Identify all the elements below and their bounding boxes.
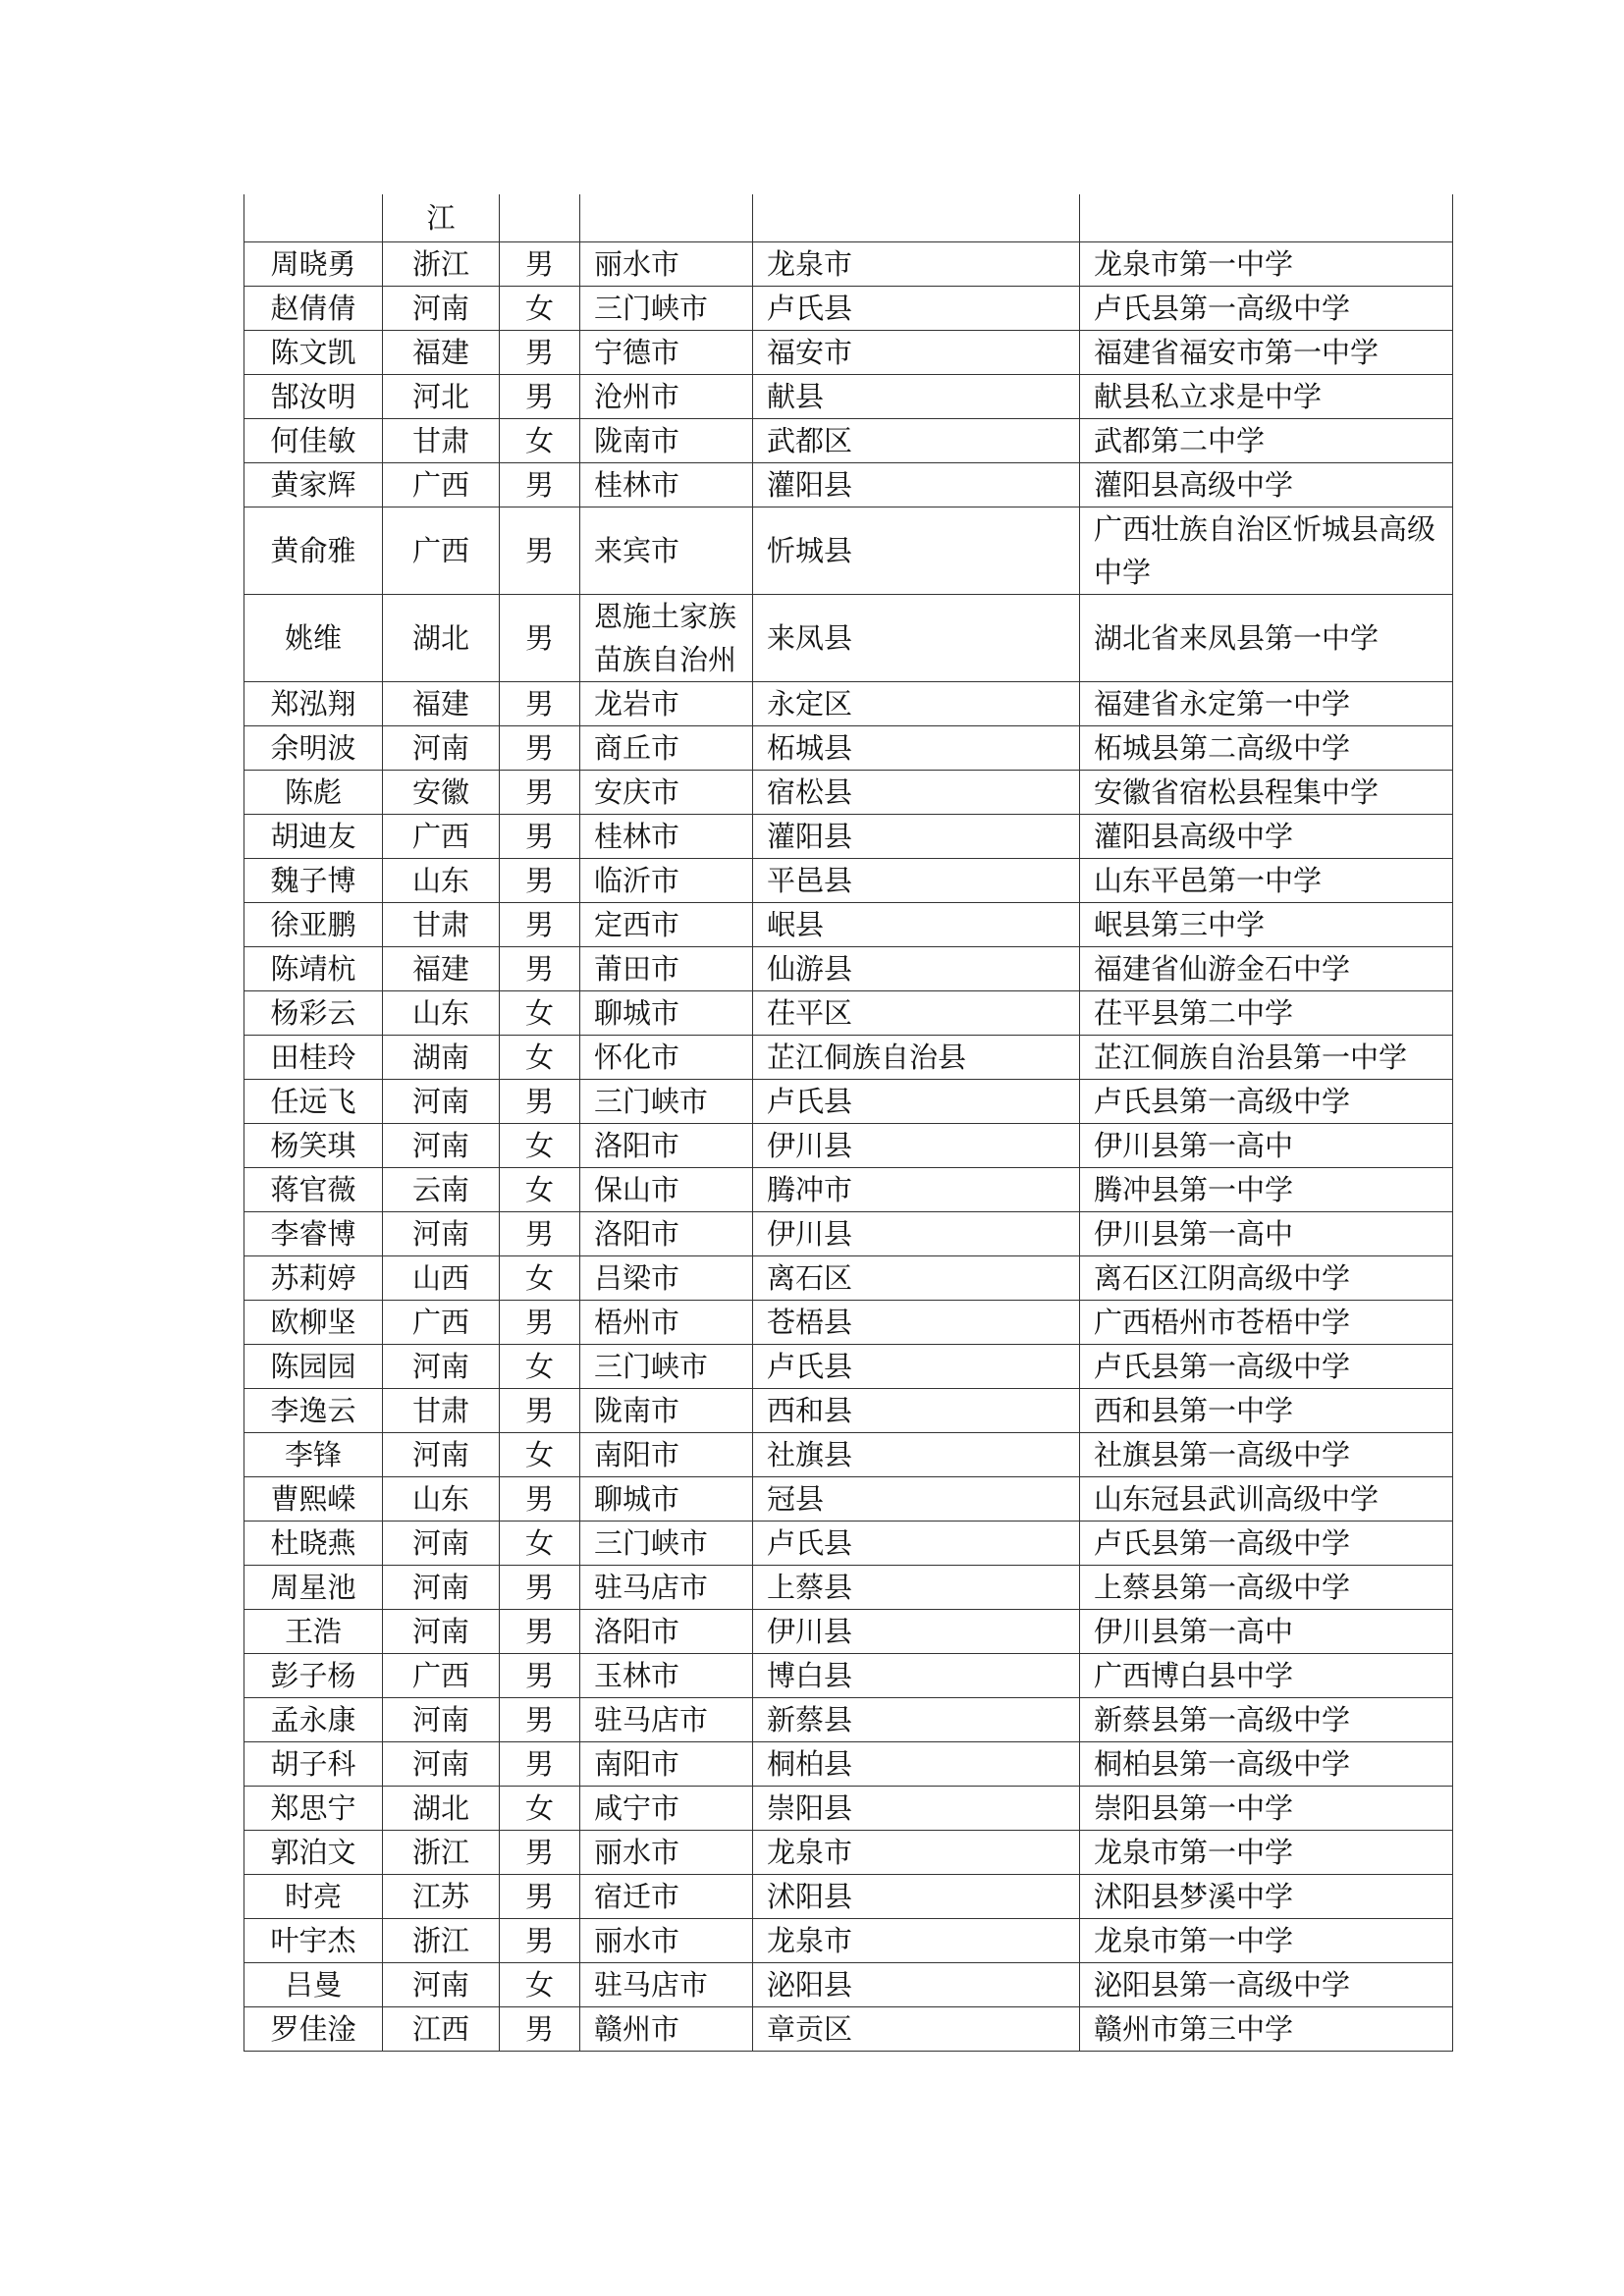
name-cell: 杜晓燕 bbox=[244, 1522, 383, 1566]
county-cell: 腾冲市 bbox=[753, 1168, 1080, 1212]
table-row bbox=[244, 1124, 1453, 1168]
name-cell: 赵倩倩 bbox=[244, 287, 383, 331]
province-cell: 甘肃 bbox=[383, 419, 500, 463]
city-cell: 宁德市 bbox=[580, 331, 753, 375]
gender-cell: 男 bbox=[500, 507, 580, 595]
county-cell: 宿松县 bbox=[753, 771, 1080, 815]
city-cell: 陇南市 bbox=[580, 419, 753, 463]
gender-cell: 女 bbox=[500, 419, 580, 463]
city-cell: 玉林市 bbox=[580, 1654, 753, 1698]
city-cell: 桂林市 bbox=[580, 815, 753, 859]
county-cell: 岷县 bbox=[753, 903, 1080, 947]
school-cell: 崇阳县第一中学 bbox=[1080, 1787, 1453, 1831]
province-cell: 河南 bbox=[383, 1124, 500, 1168]
province-cell: 广西 bbox=[383, 463, 500, 507]
school-cell: 安徽省宿松县程集中学 bbox=[1080, 771, 1453, 815]
school-cell: 卢氏县第一高级中学 bbox=[1080, 1522, 1453, 1566]
city-cell: 桂林市 bbox=[580, 463, 753, 507]
gender-cell: 男 bbox=[500, 331, 580, 375]
gender-cell: 女 bbox=[500, 1787, 580, 1831]
school-cell: 龙泉市第一中学 bbox=[1080, 242, 1453, 287]
name-cell: 蒋官薇 bbox=[244, 1168, 383, 1212]
name-cell: 陈彪 bbox=[244, 771, 383, 815]
gender-cell: 男 bbox=[500, 1654, 580, 1698]
table-row bbox=[244, 859, 1453, 903]
county-cell: 卢氏县 bbox=[753, 1080, 1080, 1124]
school-cell: 离石区江阴高级中学 bbox=[1080, 1256, 1453, 1301]
roster-body bbox=[244, 194, 1453, 2052]
gender-cell: 男 bbox=[500, 859, 580, 903]
table-row bbox=[244, 1301, 1453, 1345]
school-cell: 龙泉市第一中学 bbox=[1080, 1919, 1453, 1963]
province-cell: 山西 bbox=[383, 1256, 500, 1301]
county-cell: 灌阳县 bbox=[753, 463, 1080, 507]
table-row bbox=[244, 1654, 1453, 1698]
gender-cell: 男 bbox=[500, 771, 580, 815]
gender-cell: 男 bbox=[500, 947, 580, 991]
gender-cell: 男 bbox=[500, 1875, 580, 1919]
table-row bbox=[244, 1919, 1453, 1963]
name-cell bbox=[244, 194, 383, 242]
table-row bbox=[244, 947, 1453, 991]
name-cell: 李睿博 bbox=[244, 1212, 383, 1256]
table-row bbox=[244, 1698, 1453, 1742]
county-cell: 新蔡县 bbox=[753, 1698, 1080, 1742]
school-cell: 灌阳县高级中学 bbox=[1080, 815, 1453, 859]
province-cell: 江西 bbox=[383, 2007, 500, 2052]
province-cell: 福建 bbox=[383, 947, 500, 991]
county-cell: 来凤县 bbox=[753, 595, 1080, 682]
city-cell: 宿迁市 bbox=[580, 1875, 753, 1919]
name-cell: 王浩 bbox=[244, 1610, 383, 1654]
name-cell: 周星池 bbox=[244, 1566, 383, 1610]
name-cell: 黄家辉 bbox=[244, 463, 383, 507]
school-cell: 卢氏县第一高级中学 bbox=[1080, 1345, 1453, 1389]
table-row bbox=[244, 726, 1453, 771]
gender-cell: 女 bbox=[500, 1124, 580, 1168]
gender-cell: 男 bbox=[500, 242, 580, 287]
gender-cell: 男 bbox=[500, 1212, 580, 1256]
province-cell: 江 bbox=[383, 194, 500, 242]
school-cell: 福建省永定第一中学 bbox=[1080, 682, 1453, 726]
city-cell: 南阳市 bbox=[580, 1433, 753, 1477]
gender-cell: 男 bbox=[500, 463, 580, 507]
school-cell: 桐柏县第一高级中学 bbox=[1080, 1742, 1453, 1787]
name-cell: 彭子杨 bbox=[244, 1654, 383, 1698]
province-cell: 河南 bbox=[383, 1345, 500, 1389]
province-cell: 河南 bbox=[383, 1212, 500, 1256]
province-cell: 河南 bbox=[383, 1080, 500, 1124]
county-cell: 崇阳县 bbox=[753, 1787, 1080, 1831]
city-cell: 梧州市 bbox=[580, 1301, 753, 1345]
province-cell: 山东 bbox=[383, 1477, 500, 1522]
table-row bbox=[244, 1433, 1453, 1477]
name-cell: 郑泓翔 bbox=[244, 682, 383, 726]
county-cell: 卢氏县 bbox=[753, 1522, 1080, 1566]
province-cell: 河北 bbox=[383, 375, 500, 419]
city-cell: 怀化市 bbox=[580, 1036, 753, 1080]
province-cell: 云南 bbox=[383, 1168, 500, 1212]
county-cell: 章贡区 bbox=[753, 2007, 1080, 2052]
name-cell: 李逸云 bbox=[244, 1389, 383, 1433]
gender-cell: 女 bbox=[500, 1433, 580, 1477]
province-cell: 湖北 bbox=[383, 1787, 500, 1831]
school-cell: 龙泉市第一中学 bbox=[1080, 1831, 1453, 1875]
gender-cell: 男 bbox=[500, 1610, 580, 1654]
city-cell: 定西市 bbox=[580, 903, 753, 947]
school-cell bbox=[1080, 194, 1453, 242]
table-row bbox=[244, 991, 1453, 1036]
city-cell: 保山市 bbox=[580, 1168, 753, 1212]
table-row bbox=[244, 1566, 1453, 1610]
table-row bbox=[244, 682, 1453, 726]
city-cell: 聊城市 bbox=[580, 1477, 753, 1522]
school-cell: 社旗县第一高级中学 bbox=[1080, 1433, 1453, 1477]
name-cell: 欧柳坚 bbox=[244, 1301, 383, 1345]
county-cell: 桐柏县 bbox=[753, 1742, 1080, 1787]
city-cell: 聊城市 bbox=[580, 991, 753, 1036]
gender-cell: 女 bbox=[500, 1522, 580, 1566]
name-cell: 罗佳淦 bbox=[244, 2007, 383, 2052]
table-row bbox=[244, 507, 1453, 595]
province-cell: 山东 bbox=[383, 859, 500, 903]
school-cell: 广西博白县中学 bbox=[1080, 1654, 1453, 1698]
county-cell: 茌平区 bbox=[753, 991, 1080, 1036]
name-cell: 任远飞 bbox=[244, 1080, 383, 1124]
gender-cell: 男 bbox=[500, 1831, 580, 1875]
table-row bbox=[244, 375, 1453, 419]
school-cell: 福建省仙游金石中学 bbox=[1080, 947, 1453, 991]
county-cell: 武都区 bbox=[753, 419, 1080, 463]
county-cell: 上蔡县 bbox=[753, 1566, 1080, 1610]
name-cell: 陈靖杭 bbox=[244, 947, 383, 991]
gender-cell: 女 bbox=[500, 1168, 580, 1212]
table-row bbox=[244, 331, 1453, 375]
name-cell: 苏莉婷 bbox=[244, 1256, 383, 1301]
name-cell: 曹熙嵘 bbox=[244, 1477, 383, 1522]
gender-cell: 男 bbox=[500, 1919, 580, 1963]
gender-cell: 男 bbox=[500, 1389, 580, 1433]
gender-cell: 男 bbox=[500, 1566, 580, 1610]
gender-cell: 男 bbox=[500, 726, 580, 771]
gender-cell: 男 bbox=[500, 1080, 580, 1124]
city-cell: 丽水市 bbox=[580, 1831, 753, 1875]
province-cell: 河南 bbox=[383, 287, 500, 331]
table-row bbox=[244, 1477, 1453, 1522]
county-cell: 龙泉市 bbox=[753, 1919, 1080, 1963]
table-row bbox=[244, 287, 1453, 331]
school-cell: 上蔡县第一高级中学 bbox=[1080, 1566, 1453, 1610]
province-cell: 安徽 bbox=[383, 771, 500, 815]
table-row-continued bbox=[244, 194, 1453, 242]
city-cell: 安庆市 bbox=[580, 771, 753, 815]
county-cell: 龙泉市 bbox=[753, 242, 1080, 287]
province-cell: 河南 bbox=[383, 1522, 500, 1566]
school-cell: 沭阳县梦溪中学 bbox=[1080, 1875, 1453, 1919]
school-cell: 山东冠县武训高级中学 bbox=[1080, 1477, 1453, 1522]
county-cell: 冠县 bbox=[753, 1477, 1080, 1522]
county-cell: 苍梧县 bbox=[753, 1301, 1080, 1345]
table-row bbox=[244, 1256, 1453, 1301]
table-row bbox=[244, 1168, 1453, 1212]
school-cell: 伊川县第一高中 bbox=[1080, 1124, 1453, 1168]
city-cell: 咸宁市 bbox=[580, 1787, 753, 1831]
province-cell: 广西 bbox=[383, 507, 500, 595]
county-cell: 龙泉市 bbox=[753, 1831, 1080, 1875]
school-cell: 山东平邑第一中学 bbox=[1080, 859, 1453, 903]
county-cell: 献县 bbox=[753, 375, 1080, 419]
province-cell: 河南 bbox=[383, 1742, 500, 1787]
province-cell: 广西 bbox=[383, 1654, 500, 1698]
name-cell: 余明波 bbox=[244, 726, 383, 771]
province-cell: 河南 bbox=[383, 1698, 500, 1742]
name-cell: 陈文凯 bbox=[244, 331, 383, 375]
gender-cell: 男 bbox=[500, 375, 580, 419]
table-row bbox=[244, 1389, 1453, 1433]
gender-cell: 男 bbox=[500, 595, 580, 682]
table-row bbox=[244, 595, 1453, 682]
school-cell: 赣州市第三中学 bbox=[1080, 2007, 1453, 2052]
city-cell: 驻马店市 bbox=[580, 1698, 753, 1742]
table-row bbox=[244, 1610, 1453, 1654]
city-cell: 吕梁市 bbox=[580, 1256, 753, 1301]
table-row bbox=[244, 1080, 1453, 1124]
gender-cell: 女 bbox=[500, 1345, 580, 1389]
city-cell: 商丘市 bbox=[580, 726, 753, 771]
province-cell: 福建 bbox=[383, 682, 500, 726]
table-row bbox=[244, 815, 1453, 859]
table-row bbox=[244, 419, 1453, 463]
city-cell: 洛阳市 bbox=[580, 1124, 753, 1168]
name-cell: 姚维 bbox=[244, 595, 383, 682]
name-cell: 郜汝明 bbox=[244, 375, 383, 419]
table-row bbox=[244, 1787, 1453, 1831]
school-cell: 茌平县第二中学 bbox=[1080, 991, 1453, 1036]
school-cell: 泌阳县第一高级中学 bbox=[1080, 1963, 1453, 2007]
county-cell: 离石区 bbox=[753, 1256, 1080, 1301]
name-cell: 杨彩云 bbox=[244, 991, 383, 1036]
school-cell: 伊川县第一高中 bbox=[1080, 1610, 1453, 1654]
province-cell: 河南 bbox=[383, 1566, 500, 1610]
city-cell: 三门峡市 bbox=[580, 1345, 753, 1389]
city-cell: 三门峡市 bbox=[580, 1522, 753, 1566]
province-cell: 广西 bbox=[383, 1301, 500, 1345]
name-cell: 杨笑琪 bbox=[244, 1124, 383, 1168]
county-cell: 沭阳县 bbox=[753, 1875, 1080, 1919]
school-cell: 福建省福安市第一中学 bbox=[1080, 331, 1453, 375]
city-cell: 丽水市 bbox=[580, 1919, 753, 1963]
name-cell: 何佳敏 bbox=[244, 419, 383, 463]
province-cell: 山东 bbox=[383, 991, 500, 1036]
county-cell: 伊川县 bbox=[753, 1124, 1080, 1168]
province-cell: 浙江 bbox=[383, 242, 500, 287]
gender-cell: 男 bbox=[500, 1698, 580, 1742]
gender-cell: 女 bbox=[500, 1036, 580, 1080]
table-row bbox=[244, 903, 1453, 947]
table-row bbox=[244, 1036, 1453, 1080]
gender-cell: 男 bbox=[500, 682, 580, 726]
county-cell: 伊川县 bbox=[753, 1610, 1080, 1654]
gender-cell: 男 bbox=[500, 1301, 580, 1345]
gender-cell: 男 bbox=[500, 1477, 580, 1522]
school-cell: 西和县第一中学 bbox=[1080, 1389, 1453, 1433]
school-cell: 灌阳县高级中学 bbox=[1080, 463, 1453, 507]
table-row bbox=[244, 463, 1453, 507]
name-cell: 陈园园 bbox=[244, 1345, 383, 1389]
province-cell: 河南 bbox=[383, 1963, 500, 2007]
gender-cell: 男 bbox=[500, 903, 580, 947]
table-row bbox=[244, 1212, 1453, 1256]
school-cell: 献县私立求是中学 bbox=[1080, 375, 1453, 419]
gender-cell: 男 bbox=[500, 2007, 580, 2052]
school-cell: 湖北省来凤县第一中学 bbox=[1080, 595, 1453, 682]
province-cell: 广西 bbox=[383, 815, 500, 859]
province-cell: 河南 bbox=[383, 1433, 500, 1477]
table-row bbox=[244, 1875, 1453, 1919]
table-row bbox=[244, 771, 1453, 815]
table-row bbox=[244, 1831, 1453, 1875]
name-cell: 吕曼 bbox=[244, 1963, 383, 2007]
table-row bbox=[244, 1345, 1453, 1389]
province-cell: 湖北 bbox=[383, 595, 500, 682]
province-cell: 福建 bbox=[383, 331, 500, 375]
county-cell: 伊川县 bbox=[753, 1212, 1080, 1256]
county-cell: 柘城县 bbox=[753, 726, 1080, 771]
county-cell: 卢氏县 bbox=[753, 1345, 1080, 1389]
city-cell: 丽水市 bbox=[580, 242, 753, 287]
county-cell: 泌阳县 bbox=[753, 1963, 1080, 2007]
gender-cell bbox=[500, 194, 580, 242]
province-cell: 甘肃 bbox=[383, 903, 500, 947]
city-cell: 莆田市 bbox=[580, 947, 753, 991]
gender-cell: 女 bbox=[500, 287, 580, 331]
city-cell: 恩施土家族苗族自治州 bbox=[580, 595, 753, 682]
city-cell: 临沂市 bbox=[580, 859, 753, 903]
name-cell: 叶宇杰 bbox=[244, 1919, 383, 1963]
city-cell: 南阳市 bbox=[580, 1742, 753, 1787]
school-cell: 岷县第三中学 bbox=[1080, 903, 1453, 947]
county-cell: 社旗县 bbox=[753, 1433, 1080, 1477]
city-cell: 洛阳市 bbox=[580, 1610, 753, 1654]
name-cell: 胡迪友 bbox=[244, 815, 383, 859]
city-cell: 沧州市 bbox=[580, 375, 753, 419]
school-cell: 伊川县第一高中 bbox=[1080, 1212, 1453, 1256]
name-cell: 周晓勇 bbox=[244, 242, 383, 287]
name-cell: 魏子博 bbox=[244, 859, 383, 903]
county-cell: 灌阳县 bbox=[753, 815, 1080, 859]
name-cell: 胡子科 bbox=[244, 1742, 383, 1787]
table-row bbox=[244, 2007, 1453, 2052]
county-cell: 平邑县 bbox=[753, 859, 1080, 903]
school-cell: 腾冲县第一中学 bbox=[1080, 1168, 1453, 1212]
county-cell: 博白县 bbox=[753, 1654, 1080, 1698]
county-cell: 芷江侗族自治县 bbox=[753, 1036, 1080, 1080]
name-cell: 时亮 bbox=[244, 1875, 383, 1919]
name-cell: 田桂玲 bbox=[244, 1036, 383, 1080]
province-cell: 浙江 bbox=[383, 1831, 500, 1875]
city-cell: 三门峡市 bbox=[580, 1080, 753, 1124]
province-cell: 浙江 bbox=[383, 1919, 500, 1963]
name-cell: 李锋 bbox=[244, 1433, 383, 1477]
school-cell: 新蔡县第一高级中学 bbox=[1080, 1698, 1453, 1742]
name-cell: 郑思宁 bbox=[244, 1787, 383, 1831]
gender-cell: 女 bbox=[500, 1963, 580, 2007]
gender-cell: 男 bbox=[500, 815, 580, 859]
county-cell: 仙游县 bbox=[753, 947, 1080, 991]
province-cell: 甘肃 bbox=[383, 1389, 500, 1433]
student-roster-table bbox=[244, 194, 1453, 2052]
city-cell: 龙岩市 bbox=[580, 682, 753, 726]
province-cell: 江苏 bbox=[383, 1875, 500, 1919]
province-cell: 河南 bbox=[383, 1610, 500, 1654]
table-row bbox=[244, 1522, 1453, 1566]
county-cell: 福安市 bbox=[753, 331, 1080, 375]
school-cell: 武都第二中学 bbox=[1080, 419, 1453, 463]
county-cell: 卢氏县 bbox=[753, 287, 1080, 331]
county-cell: 忻城县 bbox=[753, 507, 1080, 595]
city-cell: 驻马店市 bbox=[580, 1963, 753, 2007]
city-cell: 陇南市 bbox=[580, 1389, 753, 1433]
table-row bbox=[244, 1963, 1453, 2007]
gender-cell: 女 bbox=[500, 991, 580, 1036]
province-cell: 河南 bbox=[383, 726, 500, 771]
school-cell: 广西梧州市苍梧中学 bbox=[1080, 1301, 1453, 1345]
school-cell: 广西壮族自治区忻城县高级中学 bbox=[1080, 507, 1453, 595]
city-cell: 赣州市 bbox=[580, 2007, 753, 2052]
name-cell: 黄俞雅 bbox=[244, 507, 383, 595]
province-cell: 湖南 bbox=[383, 1036, 500, 1080]
name-cell: 孟永康 bbox=[244, 1698, 383, 1742]
county-cell: 永定区 bbox=[753, 682, 1080, 726]
city-cell: 洛阳市 bbox=[580, 1212, 753, 1256]
table-row bbox=[244, 1742, 1453, 1787]
city-cell: 来宾市 bbox=[580, 507, 753, 595]
county-cell bbox=[753, 194, 1080, 242]
city-cell: 驻马店市 bbox=[580, 1566, 753, 1610]
school-cell: 芷江侗族自治县第一中学 bbox=[1080, 1036, 1453, 1080]
name-cell: 郭泊文 bbox=[244, 1831, 383, 1875]
gender-cell: 女 bbox=[500, 1256, 580, 1301]
county-cell: 西和县 bbox=[753, 1389, 1080, 1433]
school-cell: 柘城县第二高级中学 bbox=[1080, 726, 1453, 771]
name-cell: 徐亚鹏 bbox=[244, 903, 383, 947]
school-cell: 卢氏县第一高级中学 bbox=[1080, 1080, 1453, 1124]
table-row bbox=[244, 242, 1453, 287]
gender-cell: 男 bbox=[500, 1742, 580, 1787]
school-cell: 卢氏县第一高级中学 bbox=[1080, 287, 1453, 331]
city-cell bbox=[580, 194, 753, 242]
city-cell: 三门峡市 bbox=[580, 287, 753, 331]
